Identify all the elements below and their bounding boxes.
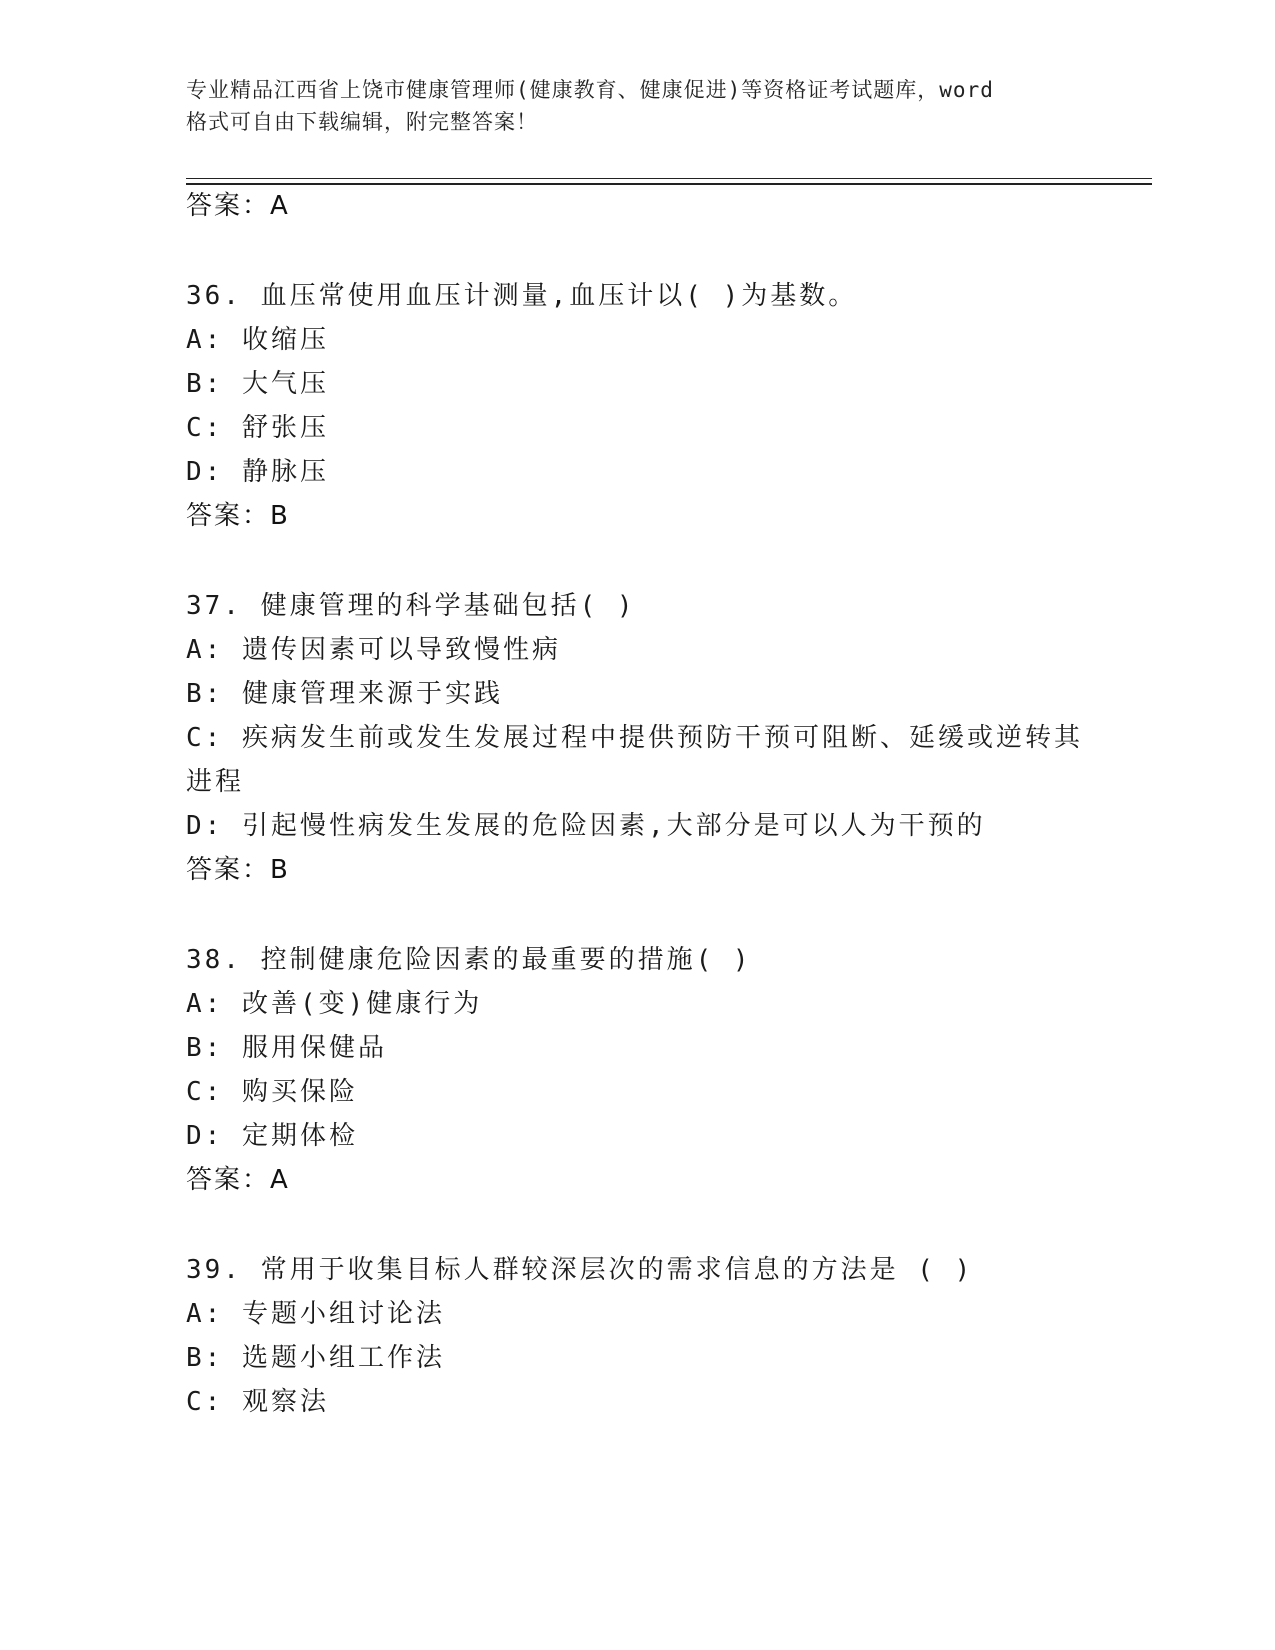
question-37-stem: 37. 健康管理的科学基础包括( ) (186, 591, 636, 621)
question-37-answer: 答案：B (186, 855, 290, 885)
question-36-option-d: D: 静脉压 (186, 457, 329, 487)
previous-answer: 答案：A (186, 191, 290, 221)
question-38-stem: 38. 控制健康危险因素的最重要的措施( ) (186, 945, 752, 975)
question-39-stem: 39. 常用于收集目标人群较深层次的需求信息的方法是 ( ) (186, 1255, 974, 1285)
header-divider-thin (186, 178, 1152, 179)
question-36-answer: 答案：B (186, 501, 290, 531)
question-37-option-c: C: 疾病发生前或发生发展过程中提供预防干预可阻断、延缓或逆转其 (186, 723, 1083, 753)
question-36-option-a: A: 收缩压 (186, 325, 329, 355)
question-36-option-b: B: 大气压 (186, 369, 329, 399)
question-37-option-c-continued: 进程 (186, 767, 245, 797)
page-header (186, 74, 1086, 138)
question-38-option-d: D: 定期体检 (186, 1121, 358, 1151)
question-37-option-a: A: 遗传因素可以导致慢性病 (186, 635, 561, 665)
question-38-option-a: A: 改善(变)健康行为 (186, 989, 483, 1019)
question-38-option-c: C: 购买保险 (186, 1077, 358, 1107)
header-line-1: 专业精品江西省上饶市健康管理师(健康教育、健康促进)等资格证考试题库，word (186, 78, 994, 102)
question-36-option-c: C: 舒张压 (186, 413, 329, 443)
question-39-option-a: A: 专题小组讨论法 (186, 1299, 445, 1329)
question-38-answer: 答案：A (186, 1165, 290, 1195)
question-39-option-b: B: 选题小组工作法 (186, 1343, 445, 1373)
question-37-option-b: B: 健康管理来源于实践 (186, 679, 503, 709)
header-line-2: 格式可自由下载编辑，附完整答案！ (186, 110, 538, 134)
header-divider-thick (186, 183, 1152, 185)
question-37-option-d: D: 引起慢性病发生发展的危险因素,大部分是可以人为干预的 (186, 811, 986, 841)
question-38-option-b: B: 服用保健品 (186, 1033, 387, 1063)
question-36-stem: 36. 血压常使用血压计测量,血压计以( )为基数。 (186, 281, 858, 311)
question-39-option-c: C: 观察法 (186, 1387, 329, 1417)
